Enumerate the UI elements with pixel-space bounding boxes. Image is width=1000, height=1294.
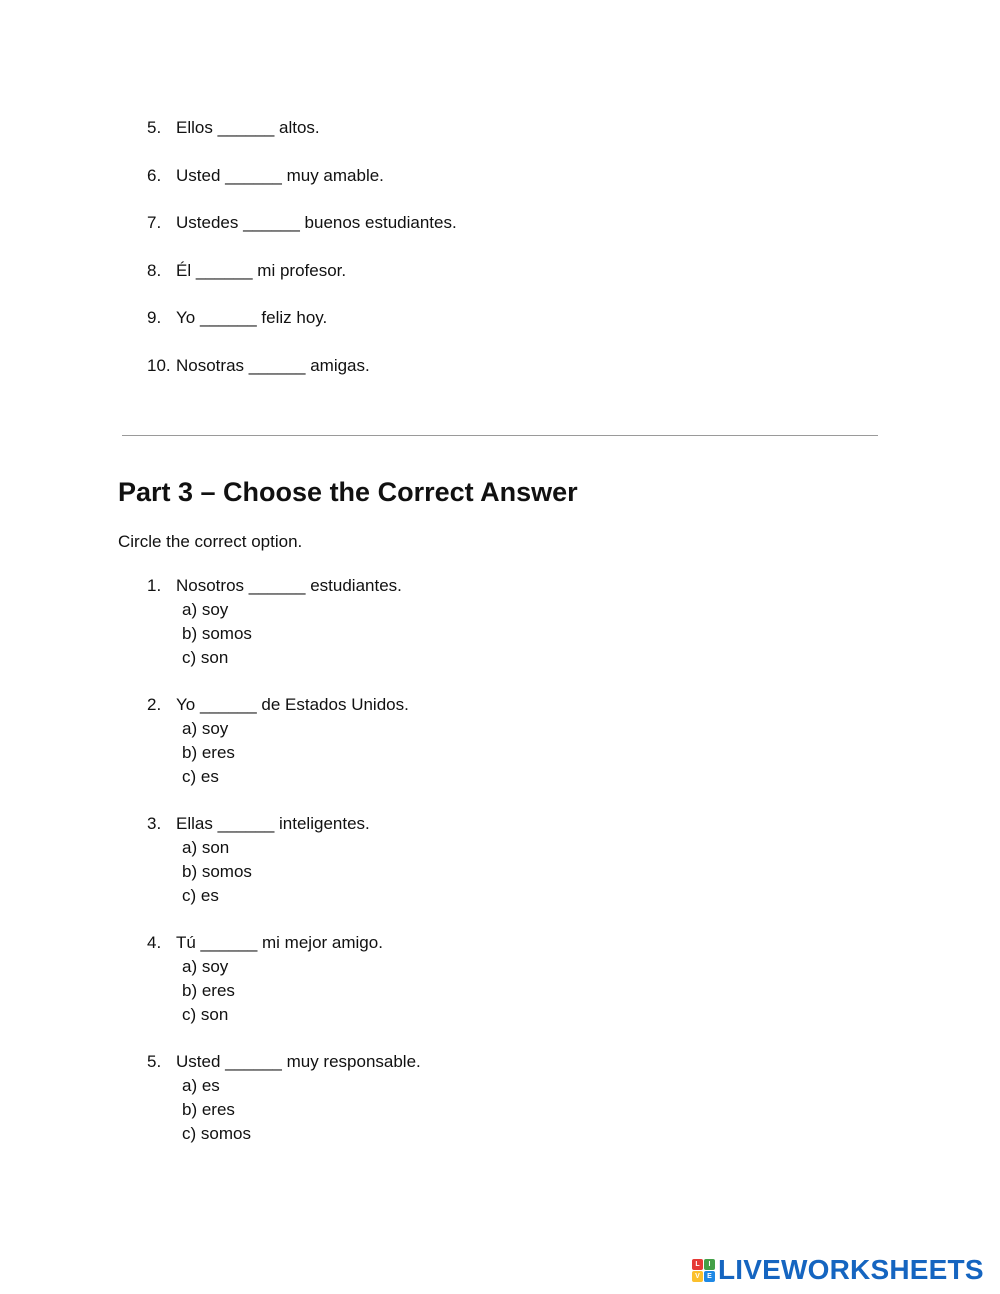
- item-number: 8.: [147, 260, 162, 280]
- item-text: Ellos ______ altos.: [176, 118, 320, 137]
- fill-item: [147, 355, 847, 403]
- logo-tile: I: [704, 1259, 715, 1270]
- answer-option[interactable]: a) soy: [182, 600, 229, 619]
- item-text: Él ______ mi profesor.: [176, 260, 347, 280]
- fill-item: [147, 307, 847, 355]
- section-heading: Part 3 – Choose the Correct Answer: [118, 477, 578, 507]
- answer-option[interactable]: a) es: [182, 1076, 220, 1095]
- answer-option[interactable]: b) eres: [182, 743, 235, 762]
- answer-option[interactable]: b) somos: [182, 862, 252, 881]
- logo-tile: V: [692, 1271, 703, 1282]
- answer-option[interactable]: b) somos: [182, 624, 252, 643]
- question: [147, 813, 847, 932]
- fill-in-list: [147, 117, 847, 402]
- question-text: Ellas ______ inteligentes.: [176, 814, 370, 833]
- answer-option[interactable]: c) somos: [182, 1124, 251, 1143]
- logo-tile: E: [704, 1271, 715, 1282]
- section-divider: [122, 435, 878, 436]
- question-number: 5.: [147, 1052, 162, 1071]
- item-number: 10.: [147, 355, 171, 375]
- question-text: Usted ______ muy responsable.: [176, 1052, 421, 1071]
- question: [147, 694, 847, 813]
- item-number: 9.: [147, 308, 162, 327]
- fill-item: [147, 165, 847, 213]
- question-text: Nosotros ______ estudiantes.: [176, 576, 402, 595]
- answer-option[interactable]: c) es: [182, 767, 219, 786]
- question-number: 3.: [147, 814, 162, 833]
- answer-option[interactable]: a) son: [182, 838, 230, 857]
- question: [147, 1051, 847, 1170]
- liveworksheets-logo-icon: [692, 1259, 715, 1282]
- question: [147, 575, 847, 694]
- liveworksheets-logo: [692, 1255, 984, 1285]
- item-text: Usted ______ muy amable.: [176, 165, 384, 185]
- item-number: 7.: [147, 213, 162, 232]
- item-number: 6.: [147, 165, 162, 185]
- answer-option[interactable]: b) eres: [182, 981, 235, 1000]
- question-number: 2.: [147, 695, 162, 714]
- answer-option[interactable]: c) son: [182, 648, 229, 667]
- question-number: 4.: [147, 933, 162, 952]
- fill-item: [147, 117, 847, 165]
- answer-option[interactable]: c) es: [182, 886, 219, 905]
- item-text: Yo ______ feliz hoy.: [176, 308, 328, 327]
- answer-option[interactable]: a) soy: [182, 957, 229, 976]
- logo-wordmark: LIVEWORKSHEETS: [718, 1254, 984, 1285]
- answer-option[interactable]: a) soy: [182, 719, 229, 738]
- question-text: Tú ______ mi mejor amigo.: [176, 933, 383, 952]
- fill-item: [147, 260, 847, 308]
- multiple-choice-list: [147, 575, 847, 1170]
- instructions-text: Circle the correct option.: [118, 532, 303, 551]
- question: [147, 932, 847, 1051]
- question-number: 1.: [147, 576, 162, 595]
- item-text: Ustedes ______ buenos estudiantes.: [176, 213, 457, 232]
- answer-option[interactable]: c) son: [182, 1005, 229, 1024]
- answer-option[interactable]: b) eres: [182, 1100, 235, 1119]
- question-text: Yo ______ de Estados Unidos.: [176, 695, 409, 714]
- item-text: Nosotras ______ amigas.: [176, 355, 370, 375]
- item-number: 5.: [147, 118, 162, 137]
- logo-tile: L: [692, 1259, 703, 1270]
- fill-item: [147, 212, 847, 260]
